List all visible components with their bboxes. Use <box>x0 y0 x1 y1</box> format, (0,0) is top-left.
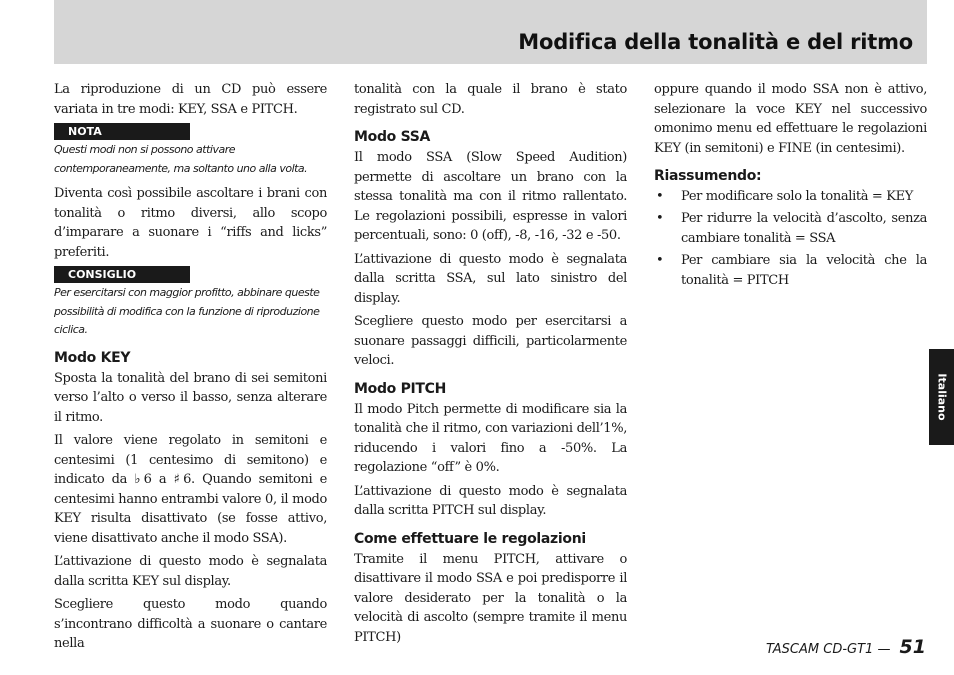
ssa-paragraph-2: L’attivazione di questo modo è segnalata dalla scritta SSA, sul lato sinistro del display. <box>354 251 627 306</box>
page-footer <box>766 636 926 658</box>
body-paragraph: Diventa così possibile ascoltare i brani con tonalità o ritmo diversi, allo scopo d’imparare a suonare i “riffs and licks” preferiti. <box>54 186 327 260</box>
heading-modo-ssa: Modo SSA <box>354 129 431 145</box>
column-3 <box>654 80 927 293</box>
pitch-paragraph-1: Il modo Pitch permette di modificare sia la tonalità che il ritmo, con variazioni dell’1%, riducendo i valori fino a -50%. La regolazione “off” è 0%. <box>354 401 627 475</box>
key-paragraph-4: Scegliere questo modo quando s’incontrano difficoltà a suonare o cantare nella <box>54 597 327 651</box>
language-side-tab <box>929 349 954 445</box>
key-paragraph-1: Sposta la tonalità del brano di sei semitoni verso l’alto o verso il basso, senza alterare il ritmo. <box>54 370 327 425</box>
bullet-icon: • <box>656 189 664 204</box>
list-item-text: Per modificare solo la tonalità = KEY <box>681 189 913 204</box>
consiglio-text: Per esercitarsi con maggior profitto, abbinare queste possibilità di modifica con la funzione di riproduzione ciclica. <box>54 286 320 336</box>
key-paragraph-3: L’attivazione di questo modo è segnalata dalla scritta KEY sul display. <box>54 554 327 589</box>
list-item-text: Per cambiare sia la velocità che la tonalità = PITCH <box>681 253 927 288</box>
list-item <box>654 209 927 249</box>
heading-modo-pitch: Modo PITCH <box>354 380 447 397</box>
list-item-text: Per ridurre la velocità d’ascolto, senza cambiare tonalità = SSA <box>681 211 927 246</box>
key-paragraph-2: Il valore viene regolato in semitoni e centesimi (1 centesimo di semitono) e indicato da ♭6 a ♯6. Quando semitoni e centesimi hanno entrambi valore 0, il modo KEY risulta disattivato (se fosse attivo, viene disattivato anche il modo SSA). <box>54 433 327 546</box>
ssa-paragraph-1: Il modo SSA (Slow Speed Audition) permette di ascoltare un brano con la stessa tonalità ma con il ritmo rallentato. Le regolazioni possibili, espresse in valori percentuali, sono: 0 (off), -8, -16, -32 e -50. <box>354 150 627 243</box>
list-item <box>654 251 927 291</box>
column-1 <box>54 80 327 658</box>
pitch-paragraph-2: L’attivazione di questo modo è segnalata dalla scritta PITCH sul display. <box>354 483 627 518</box>
ssa-paragraph-3: Scegliere questo modo per esercitarsi a suonare passaggi difficili, particolarmente veloci. <box>354 314 627 368</box>
intro-paragraph: La riproduzione di un CD può essere variata in tre modi: KEY, SSA e PITCH. <box>54 82 327 117</box>
heading-modo-key: Modo KEY <box>54 349 131 366</box>
continued-paragraph: oppure quando il modo SSA non è attivo, selezionare la voce KEY nel successivo omonimo menu ed effettuare le regolazioni KEY (in semitoni) e FINE (in centesimi). <box>654 82 927 156</box>
page-title: Modifica della tonalità e del ritmo <box>518 30 913 54</box>
footer-brand: TASCAM CD-GT1 — <box>766 642 891 657</box>
adjust-paragraph: Tramite il menu PITCH, attivare o disattivare il modo SSA e poi predisporre il valore desiderato per la tonalità o la velocità di ascolto (sempre tramite il menu PITCH) <box>354 551 627 645</box>
page-number: 51 <box>899 636 926 658</box>
bullet-icon: • <box>656 253 664 268</box>
language-label: Italiano <box>935 373 948 421</box>
heading-riassumendo: Riassumendo: <box>654 168 762 184</box>
consiglio-label: CONSIGLIO <box>54 266 190 283</box>
heading-regolazioni: Come effettuare le regolazioni <box>354 530 586 547</box>
nota-text: Questi modi non si possono attivare contemporaneamente, ma soltanto uno alla volta. <box>54 143 308 175</box>
bullet-icon: • <box>656 211 664 226</box>
column-2 <box>354 80 627 651</box>
continued-paragraph: tonalità con la quale il brano è stato registrato sul CD. <box>354 82 627 117</box>
page-header-band <box>54 0 927 64</box>
nota-label: NOTA <box>54 123 190 140</box>
list-item <box>654 187 927 207</box>
